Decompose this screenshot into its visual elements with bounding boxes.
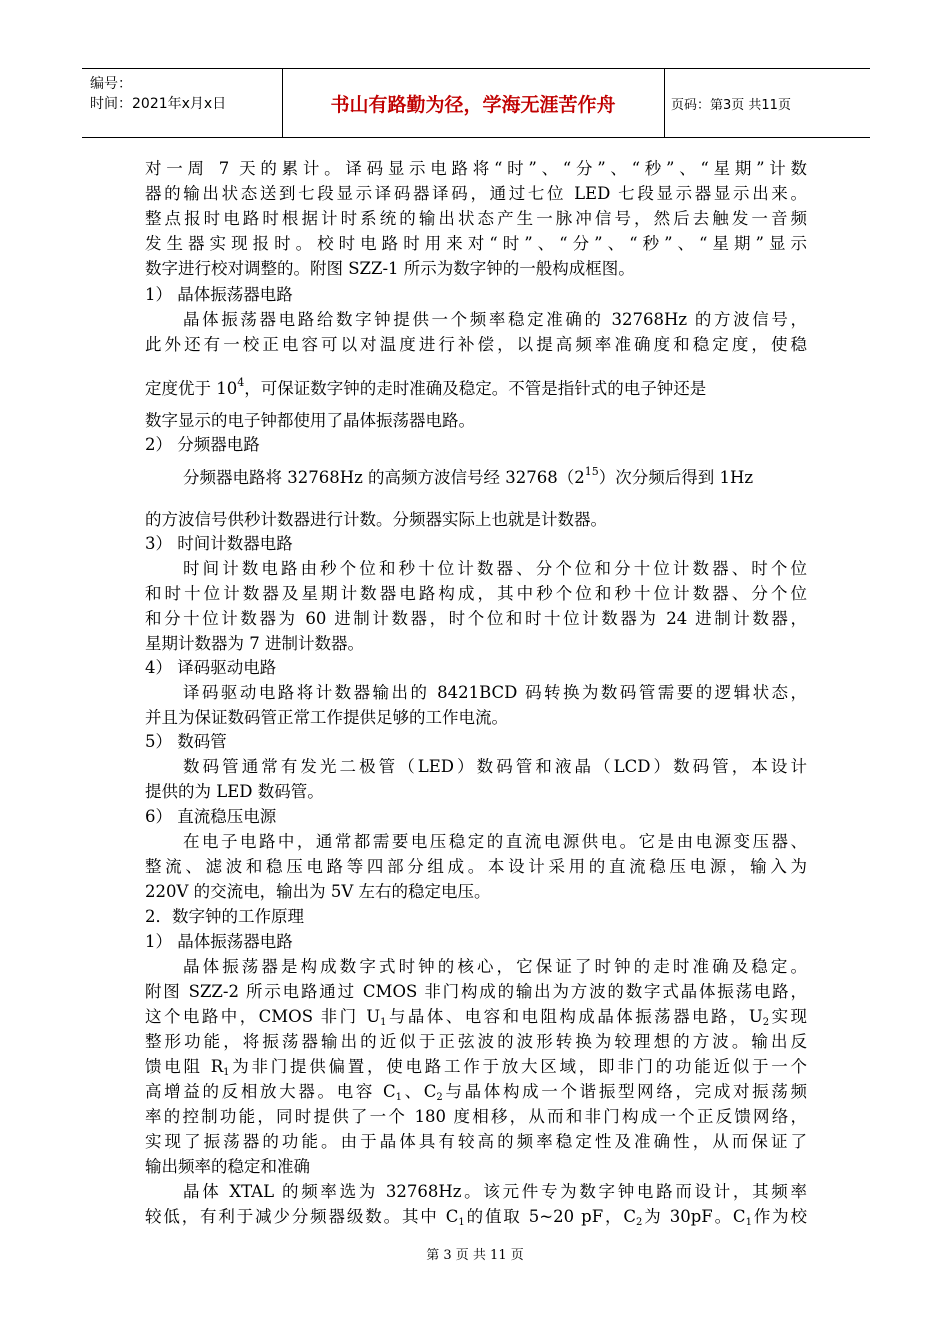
text-line: 晶体振荡器是构成数字式时钟的核心，它保证了时钟的走时准确及稳定。 [183,957,807,976]
header-meta [82,69,283,137]
text-line: 输出频率的稳定和准确 [145,1157,310,1176]
page-footer: 第 3 页 共 11 页 [426,1248,524,1263]
text-line: 对一周 7 天的累计。译码显示电路将“时”、“分”、“秒”、“星期”计数 [145,159,807,178]
text-line: 晶体振荡器电路给数字钟提供一个频率稳定准确的 32768Hz 的方波信号， [183,310,807,329]
text-line: 率的控制功能，同时提供了一个 180 度相移，从而和非门构成一个正反馈网络， [145,1107,807,1126]
formula-2-15: $2^{15}$ [574,465,599,487]
text-line: 整流、滤波和稳压电路等四部分组成。本设计采用的直流稳压电源，输入为 [145,857,807,876]
text-line: 整点报时电路时根据计时系统的输出状态产生一脉冲信号，然后去触发一音频 [145,209,807,228]
text-line: 在电子电路中，通常都需要电压稳定的直流电源供电。它是由电源变压器、 [183,832,807,851]
page-header [82,68,870,138]
section-heading: 2．数字钟的工作原理 [145,907,304,926]
text-line: 并且为保证数码管正常工作提供足够的工作电流。 [145,708,508,727]
text-line: 数码管通常有发光二极管（LED）数码管和液晶（LCD）数码管，本设计 [183,757,807,776]
text-line: 高增益的反相放大器。电容 $C_1$、$C_2$与晶体构成一个谐振型网络，完成对振荡频 [145,1082,808,1103]
header-page-label: 页码：第3页 共11页 [671,97,791,113]
section-heading: 5） 数码管 [145,732,227,751]
text-line: 时间计数电路由秒个位和秒十位计数器、分个位和分十位计数器、时个位 [183,559,807,578]
text-line: 数字进行校对调整的。附图 SZZ-1 所示为数字钟的一般构成框图。 [145,259,635,278]
text-line: 整形功能，将振荡器输出的近似于正弦波的波形转换为较理想的方波。输出反 [145,1032,807,1051]
section-heading: 1） 晶体振荡器电路 [145,932,293,951]
text-line: 的方波信号供秒计数器进行计数。分频器实际上也就是计数器。 [145,510,607,529]
doc-number-label: 编号： [90,76,132,92]
text-line: 译码驱动电路将计数器输出的 8421BCD 码转换为数码管需要的逻辑状态， [183,683,807,702]
text-line: 晶体 XTAL 的频率选为 32768Hz。该元件专为数字钟电路而设计，其频率 [183,1182,807,1201]
text-line: 馈电阻 $R_1$为非门提供偏置，使电路工作于放大区域，即非门的功能近似于一个 [145,1057,808,1078]
text-line: 分频器电路将 32768Hz 的高频方波信号经 $32768(2^{15})$次分频后得到 1Hz [183,465,754,487]
text-line: 和时十位计数器及星期计数器电路构成，其中秒个位和秒十位计数器、分个位 [145,584,807,603]
section-heading: 6） 直流稳压电源 [145,807,277,826]
section-heading: 1） 晶体振荡器电路 [145,285,293,304]
text-line: 附图 SZZ-2 所示电路通过 CMOS 非门构成的输出为方波的数字式晶体振荡电路， [145,982,807,1001]
text-line: 实现了振荡器的功能。由于晶体具有较高的频率稳定性及准确性，从而保证了 [145,1132,807,1151]
text-line: 和分十位计数器为 60 进制计数器，时个位和时十位计数器为 24 进制计数器， [145,609,807,628]
text-line: 此外还有一校正电容可以对温度进行补偿，以提高频率准确度和稳定度，使稳 [145,335,807,354]
doc-time-label: 时间：2021年x月x日 [90,96,227,112]
text-line: 星期计数器为 7 进制计数器。 [145,634,364,653]
text-line: 数字显示的电子钟都使用了晶体振荡器电路。 [145,411,475,430]
section-heading: 4） 译码驱动电路 [145,658,277,677]
text-line: 定度优于 $10^4$，可保证数字钟的走时准确及稳定。不管是指针式的电子钟还是 [145,376,707,398]
text-line: 220V 的交流电，输出为 5V 左右的稳定电压。 [145,882,491,901]
text-line: 这个电路中，CMOS 非门 $U_1$与晶体、电容和电阻构成晶体振荡器电路，$U_2$实现 [145,1007,808,1028]
text-line: 发生器实现报时。校时电路时用来对“时”、“分”、“秒”、“星期”显示 [145,234,807,253]
text-line: 器的输出状态送到七段显示译码器译码，通过七位 LED 七段显示器显示出来。 [145,184,807,203]
section-heading: 3） 时间计数器电路 [145,534,293,553]
text-line: 提供的为 LED 数码管。 [145,782,324,801]
header-motto: 书山有路勤为径，学海无涯苦作舟 [282,69,665,137]
section-heading: 2） 分频器电路 [145,435,260,454]
text-line: 较低，有利于减少分频器级数。其中 $C_1$的值取 5~20 pF，$C_2$为 30pF。$C_1$作为校 [145,1207,807,1228]
